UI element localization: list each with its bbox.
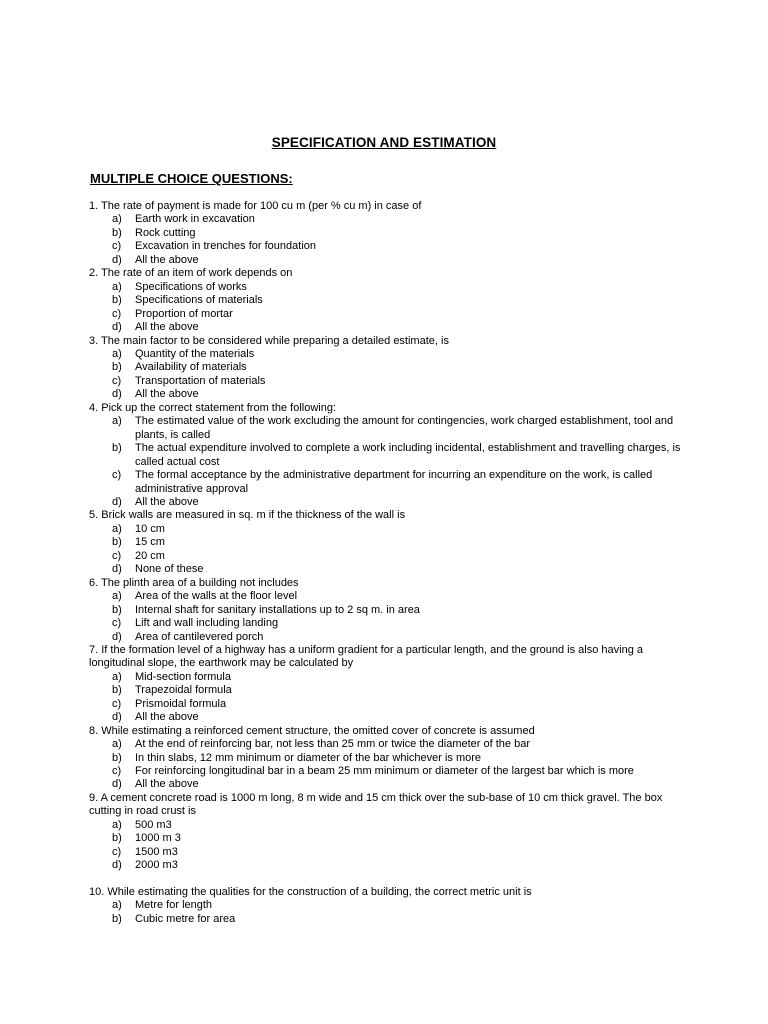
option-text: 2000 m3: [135, 859, 178, 872]
option-letter: a): [112, 213, 122, 226]
answer-option: [89, 294, 689, 307]
option-text: Specifications of materials: [135, 294, 263, 307]
option-letter: d): [112, 388, 122, 401]
option-text: Transportation of materials: [135, 374, 266, 387]
option-text: 15 cm: [135, 536, 165, 549]
answer-option: [89, 375, 689, 388]
question-text: 5. Brick walls are measured in sq. m if the thickness of the wall is: [89, 509, 406, 522]
answer-option: [89, 388, 689, 401]
option-text: Proportion of mortar: [135, 307, 233, 320]
answer-option: [89, 227, 689, 240]
option-letter: a): [112, 522, 122, 535]
option-text: In thin slabs, 12 mm minimum or diameter of the bar whichever is more: [135, 751, 482, 764]
option-letter: d): [112, 563, 122, 576]
option-letter: c): [112, 845, 122, 858]
answer-option: [89, 752, 689, 765]
answer-option: [89, 321, 689, 334]
option-text: All the above: [135, 711, 199, 724]
option-text: Availability of materials: [135, 361, 247, 374]
option-text: Metre for length: [135, 899, 213, 912]
option-text: At the end of reinforcing bar, not less than 25 mm or twice the diameter of the bar: [135, 738, 530, 751]
answer-option: [89, 442, 689, 469]
option-text: The formal acceptance by the administrative department for incurring an expenditure on the work, is called administrative approval: [135, 469, 653, 495]
option-letter: a): [112, 818, 122, 831]
answer-option: [89, 308, 689, 321]
option-text: Earth work in excavation: [135, 213, 255, 226]
option-letter: c): [112, 374, 122, 387]
question-text: 10. While estimating the qualities for the construction of a building, the correct metric unit is: [89, 885, 532, 898]
option-letter: a): [112, 280, 122, 293]
option-letter: d): [112, 321, 122, 334]
question-text: 9. A cement concrete road is 1000 m long, 8 m wide and 15 cm thick over the sub-base of 10 cm thick gravel. The box cutting in road crust is: [89, 791, 663, 818]
answer-option: [89, 671, 689, 684]
answer-option: [89, 550, 689, 563]
option-letter: b): [112, 294, 122, 307]
answer-option: [89, 536, 689, 549]
option-letter: c): [112, 697, 122, 710]
option-letter: c): [112, 240, 122, 253]
question-text: 6. The plinth area of a building not includes: [89, 576, 299, 589]
option-text: The actual expenditure involved to complete a work including incidental, establishment and travelling charges, is called actual cost: [135, 442, 681, 468]
answer-option: [89, 240, 689, 253]
option-text: 10 cm: [135, 522, 165, 535]
answer-option: [89, 213, 689, 226]
question-text: 7. If the formation level of a highway has a uniform gradient for a particular length, and the ground is also having a longitudinal slope, the earthwork may be calculated by: [89, 643, 643, 670]
answer-option: [89, 254, 689, 267]
answer-option: [89, 684, 689, 697]
answer-option: [89, 617, 689, 630]
answer-option: [89, 765, 689, 778]
answer-option: [89, 846, 689, 859]
answer-option: [89, 281, 689, 294]
option-letter: c): [112, 549, 122, 562]
option-letter: d): [112, 711, 122, 724]
option-letter: b): [112, 536, 122, 549]
answer-option: [89, 819, 689, 832]
option-text: Rock cutting: [135, 226, 196, 239]
answer-option: [89, 590, 689, 603]
option-text: The estimated value of the work excluding the amount for contingencies, work charged establishment, tool and plants, is called: [135, 415, 674, 441]
option-letter: b): [112, 603, 122, 616]
answer-option: [89, 523, 689, 536]
option-letter: a): [112, 738, 122, 751]
option-text: Quantity of the materials: [135, 347, 255, 360]
option-text: 20 cm: [135, 549, 165, 562]
option-letter: c): [112, 469, 122, 482]
question-list: [89, 200, 689, 926]
answer-option: [89, 361, 689, 374]
option-text: Trapezoidal formula: [135, 684, 232, 697]
option-letter: d): [112, 495, 122, 508]
option-letter: a): [112, 590, 122, 603]
option-letter: a): [112, 347, 122, 360]
option-text: Specifications of works: [135, 280, 247, 293]
answer-option: [89, 832, 689, 845]
option-text: For reinforcing longitudinal bar in a beam 25 mm minimum or diameter of the largest bar which is more: [135, 765, 634, 778]
option-letter: a): [112, 899, 122, 912]
answer-option: [89, 711, 689, 724]
option-text: Mid-section formula: [135, 670, 231, 683]
option-letter: b): [112, 361, 122, 374]
section-heading: MULTIPLE CHOICE QUESTIONS:: [90, 171, 293, 186]
option-text: Excavation in trenches for foundation: [135, 240, 317, 253]
option-letter: a): [112, 415, 122, 428]
answer-option: [89, 913, 689, 926]
option-text: Prismoidal formula: [135, 697, 227, 710]
option-text: All the above: [135, 321, 199, 334]
option-text: 1000 m 3: [135, 832, 181, 845]
question-text: 8. While estimating a reinforced cement structure, the omitted cover of concrete is assumed: [89, 724, 535, 737]
option-text: Lift and wall including landing: [135, 617, 279, 630]
option-text: Area of cantilevered porch: [135, 630, 264, 643]
option-text: 500 m3: [135, 818, 172, 831]
question-text: 2. The rate of an item of work depends on: [89, 267, 293, 280]
answer-option: [89, 415, 689, 442]
answer-option: [89, 778, 689, 791]
answer-option: [89, 899, 689, 912]
option-text: All the above: [135, 253, 199, 266]
option-letter: c): [112, 765, 122, 778]
option-letter: b): [112, 912, 122, 925]
option-letter: d): [112, 778, 122, 791]
option-text: All the above: [135, 778, 199, 791]
option-letter: c): [112, 307, 122, 320]
answer-option: [89, 698, 689, 711]
answer-option: [89, 631, 689, 644]
question-text: 4. Pick up the correct statement from the following:: [89, 401, 337, 414]
option-letter: b): [112, 832, 122, 845]
answer-option: [89, 496, 689, 509]
option-text: 1500 m3: [135, 845, 178, 858]
option-letter: a): [112, 670, 122, 683]
answer-option: [89, 563, 689, 576]
answer-option: [89, 469, 689, 496]
question-text: 3. The main factor to be considered while preparing a detailed estimate, is: [89, 334, 449, 347]
option-text: Cubic metre for area: [135, 912, 236, 925]
option-text: Area of the walls at the floor level: [135, 590, 298, 603]
option-letter: d): [112, 859, 122, 872]
answer-option: [89, 738, 689, 751]
option-letter: c): [112, 617, 122, 630]
answer-option: [89, 859, 689, 872]
option-letter: b): [112, 442, 122, 455]
option-letter: d): [112, 630, 122, 643]
option-letter: d): [112, 253, 122, 266]
option-letter: b): [112, 226, 122, 239]
option-letter: b): [112, 684, 122, 697]
document-title: SPECIFICATION AND ESTIMATION: [271, 135, 497, 150]
option-text: All the above: [135, 495, 199, 508]
answer-option: [89, 604, 689, 617]
question-text: 1. The rate of payment is made for 100 cu m (per % cu m) in case of: [89, 200, 422, 212]
option-letter: b): [112, 751, 122, 764]
answer-option: [89, 348, 689, 361]
option-text: Internal shaft for sanitary installations up to 2 sq m. in area: [135, 603, 420, 616]
option-text: None of these: [135, 563, 204, 576]
option-text: All the above: [135, 388, 199, 401]
